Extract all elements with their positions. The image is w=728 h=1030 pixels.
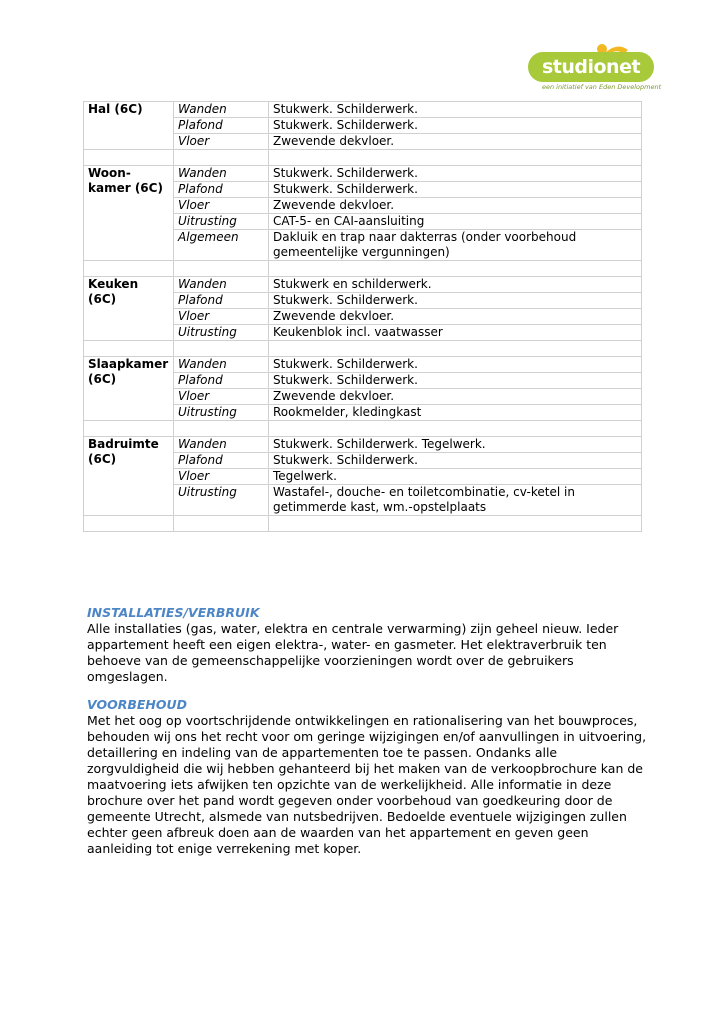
specification-table	[83, 101, 642, 532]
table-row	[84, 166, 642, 182]
spacer-row	[84, 261, 642, 277]
category-cell: Wanden	[174, 102, 269, 118]
category-cell: Vloer	[174, 309, 269, 325]
empty-cell	[84, 150, 174, 166]
category-cell: Wanden	[174, 277, 269, 293]
description-cell: Dakluik en trap naar dakterras (onder voorbehoud gemeentelijke vergunningen)	[269, 230, 642, 261]
empty-cell	[84, 421, 174, 437]
description-cell: Stukwerk. Schilderwerk.	[269, 182, 642, 198]
room-name: Slaapkamer (6C)	[84, 357, 174, 421]
category-cell: Uitrusting	[174, 214, 269, 230]
spacer-row	[84, 516, 642, 532]
category-cell: Plafond	[174, 453, 269, 469]
category-cell: Plafond	[174, 293, 269, 309]
empty-cell	[174, 261, 269, 277]
table-row	[84, 277, 642, 293]
category-cell: Plafond	[174, 182, 269, 198]
category-cell: Uitrusting	[174, 325, 269, 341]
empty-cell	[269, 261, 642, 277]
spacer-row	[84, 421, 642, 437]
empty-cell	[269, 421, 642, 437]
description-cell: Rookmelder, kledingkast	[269, 405, 642, 421]
description-cell: Zwevende dekvloer.	[269, 389, 642, 405]
description-cell: Keukenblok incl. vaatwasser	[269, 325, 642, 341]
category-cell: Uitrusting	[174, 405, 269, 421]
spacer-row	[84, 150, 642, 166]
room-name: Woon-kamer (6C)	[84, 166, 174, 261]
description-cell: Zwevende dekvloer.	[269, 134, 642, 150]
description-cell: Stukwerk. Schilderwerk.	[269, 118, 642, 134]
category-cell: Vloer	[174, 469, 269, 485]
studionet-logo	[524, 42, 662, 94]
category-cell: Vloer	[174, 134, 269, 150]
category-cell: Algemeen	[174, 230, 269, 261]
room-name: Keuken (6C)	[84, 277, 174, 341]
installaties-text: Alle installaties (gas, water, elektra en centrale verwarming) zijn geheel nieuw. Ieder appartement heeft een eigen elektra-, water- en gasmeter. Het elektraverbruik ten behoeve van de gemeenschappelijke voorzieningen wordt over de gebruikers omgeslagen.	[87, 621, 619, 684]
category-cell: Wanden	[174, 357, 269, 373]
description-cell: Tegelwerk.	[269, 469, 642, 485]
room-name: Hal (6C)	[84, 102, 174, 150]
description-cell: Stukwerk. Schilderwerk. Tegelwerk.	[269, 437, 642, 453]
category-cell: Wanden	[174, 437, 269, 453]
description-cell: Stukwerk. Schilderwerk.	[269, 166, 642, 182]
empty-cell	[269, 341, 642, 357]
category-cell: Vloer	[174, 198, 269, 214]
empty-cell	[174, 150, 269, 166]
category-cell: Plafond	[174, 118, 269, 134]
empty-cell	[174, 516, 269, 532]
table-row	[84, 102, 642, 118]
empty-cell	[84, 261, 174, 277]
voorbehoud-section	[87, 697, 652, 857]
category-cell: Vloer	[174, 389, 269, 405]
description-cell: Stukwerk. Schilderwerk.	[269, 293, 642, 309]
description-cell: Stukwerk. Schilderwerk.	[269, 102, 642, 118]
description-cell: Stukwerk en schilderwerk.	[269, 277, 642, 293]
room-name: Badruimte (6C)	[84, 437, 174, 516]
table-row	[84, 357, 642, 373]
voorbehoud-heading: VOORBEHOUD	[87, 697, 188, 712]
empty-cell	[269, 150, 642, 166]
category-cell: Uitrusting	[174, 485, 269, 516]
description-cell: CAT-5- en CAI-aansluiting	[269, 214, 642, 230]
description-cell: Stukwerk. Schilderwerk.	[269, 373, 642, 389]
empty-cell	[174, 341, 269, 357]
spacer-row	[84, 341, 642, 357]
empty-cell	[84, 341, 174, 357]
empty-cell	[174, 421, 269, 437]
voorbehoud-text: Met het oog op voortschrijdende ontwikkelingen en rationalisering van het bouwproces, behouden wij ons het recht voor om geringe wijzigingen en/of aanvullingen in uitvoering, detaillering en indeling van de appartementen toe te passen. Ondanks alle zorgvuldigheid die wij hebben gehanteerd bij het maken van de verkoopbrochure kan de maatvoering iets afwijken ten opzichte van de werkelijkheid. Alle informatie in deze brochure over het pand wordt gegeven onder voorbehoud van goedkeuring door de gemeente Utrecht, alsmede van nutsbedrijven. Bedoelde eventuele wijzigingen zullen echter geen afbreuk doen aan de waarden van het appartement en geven geen aanleiding tot enige verrekening met koper.	[87, 713, 647, 856]
category-cell: Wanden	[174, 166, 269, 182]
empty-cell	[84, 516, 174, 532]
category-cell: Plafond	[174, 373, 269, 389]
logo-tagline: een initiatief van Eden Development	[542, 83, 662, 91]
installaties-heading: INSTALLATIES/VERBRUIK	[87, 605, 260, 620]
description-cell: Zwevende dekvloer.	[269, 198, 642, 214]
installaties-section	[87, 605, 652, 685]
description-cell: Zwevende dekvloer.	[269, 309, 642, 325]
description-cell: Wastafel-, douche- en toiletcombinatie, cv-ketel in getimmerde kast, wm.-opstelplaats	[269, 485, 642, 516]
logo-wordmark: studionet	[528, 52, 654, 82]
description-cell: Stukwerk. Schilderwerk.	[269, 357, 642, 373]
table-row	[84, 437, 642, 453]
empty-cell	[269, 516, 642, 532]
description-cell: Stukwerk. Schilderwerk.	[269, 453, 642, 469]
